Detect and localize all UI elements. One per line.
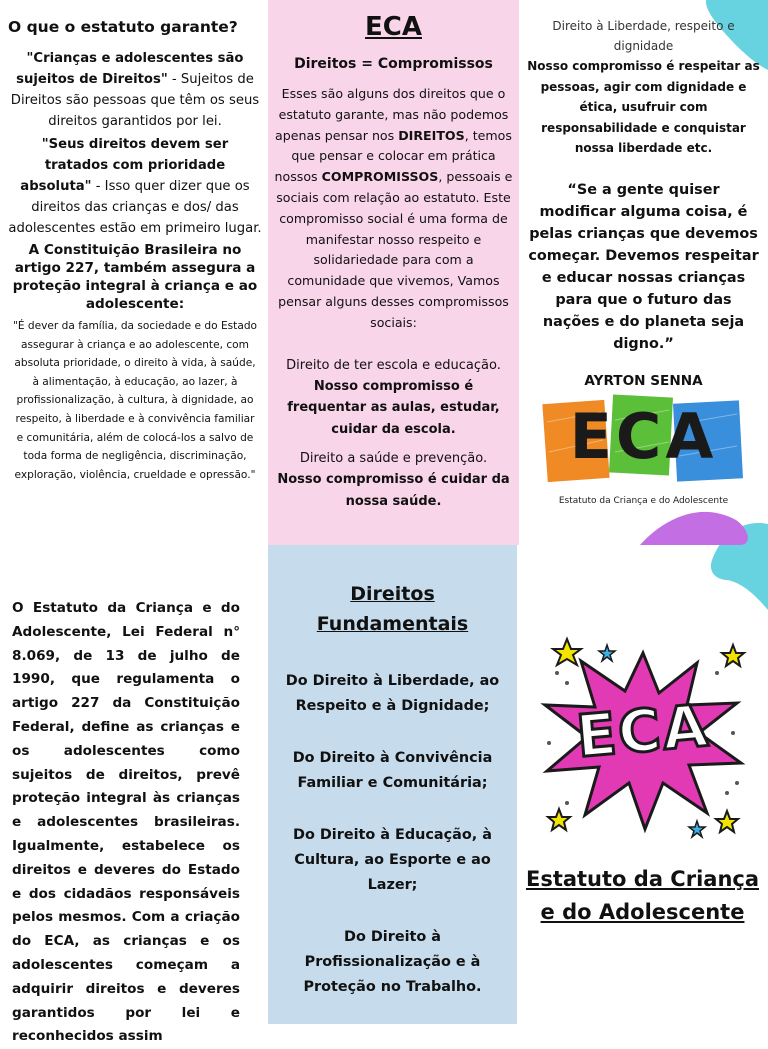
guarantee-2-bold: "Seus direitos devem ser tratados com prioridade absoluta"	[20, 137, 229, 194]
fundamental-rights-title: Direitos Fundamentais	[316, 583, 469, 635]
commitment-health: Nosso compromisso é cuidar da nossa saúde.	[277, 472, 510, 509]
right-freedom: Direito à Liberdade, respeito e dignidade	[552, 19, 735, 53]
commitment-freedom: Nosso compromisso é respeitar as pessoas, agir com dignidade e ética, usufruir com responsabilidade e conquistar nossa liberdade etc.	[527, 59, 760, 155]
eca-title: ECA	[365, 12, 422, 42]
statute-guarantees-panel	[0, 0, 268, 545]
guarantee-paragraph-1	[8, 48, 262, 132]
fundamental-right-3: Do Direito à Educação, à Cultura, ao Esporte e ao Lazer;	[293, 827, 492, 893]
eca-burst-badge	[537, 633, 749, 843]
guarantee-paragraph-2	[8, 134, 262, 239]
senna-quote: “Se a gente quiser modificar alguma coisa, é pelas crianças que devemos começar. Devemos respeitar e educar nossas crianças para que o futuro das nações e do planeta seja digno.”	[528, 181, 759, 352]
intro-part-c: , temos que pensar e colocar em prática nossos	[274, 127, 512, 185]
guarantees-heading: O que o estatuto garante?	[8, 18, 238, 36]
fundamental-rights-panel	[268, 545, 517, 1024]
intro-compromissos: COMPROMISSOS	[321, 169, 439, 185]
rights-commitments-panel	[268, 0, 519, 545]
guarantee-1-text: - Sujeitos de Direitos são pessoas que têm os seus direitos garantidos por lei.	[10, 72, 260, 129]
constitution-quote: "É dever da família, da sociedade e do Estado assegurar à criança e ao adolescente, com absoluta prioridade, o direito à vida, à saúde, à alimentação, à educação, ao lazer, à profissionalização, à cultura, à dignidade, ao respeito, à liberdade e à convivência familiar e comunitária, além de colocá-los a salvo de toda forma de negligência, discriminação, exploração, violência, crueldade e opressão."	[12, 320, 258, 481]
guarantee-2-text: - Isso quer dizer que os direitos das crianças e dos/ das adolescentes estão em primeiro lugar.	[8, 179, 262, 236]
eca-logo	[541, 392, 746, 512]
constitution-heading: A Constituição Brasileira no artigo 227, também assegura a proteção integral à criança e ao adolescente:	[12, 242, 258, 312]
intro-part-a: Esses são alguns dos direitos que o estatuto garante, mas não podemos apenas pensar nos	[275, 86, 509, 143]
commitments-intro	[274, 84, 513, 334]
right-health: Direito a saúde e prevenção.	[299, 451, 488, 467]
guarantee-1-bold: "Crianças e adolescentes são sujeitos de Direitos"	[16, 51, 244, 87]
right-school: Direito de ter escola e educação.	[286, 357, 501, 373]
quote-author: AYRTON SENNA	[584, 372, 703, 389]
intro-part-e: , pessoais e sociais com relação ao estatuto. Este compromisso social é uma forma de manifestar nosso respeito e solidariedade para com a comunidade que vivemos, Vamos pensar alguns desses compromissos sociais:	[276, 169, 513, 330]
statute-description: O Estatuto da Criança e do Adolescente, Lei Federal n° 8.069, de 13 de julho de 1990, que regulamenta o artigo 227 da Constituição Federal, define as crianças e os adolescentes como sujeitos de direitos, prevê proteção integral às crianças e adolescentes brasileiras. Igualmente, estabelece os direitos e deveres do Estado e dos cidadãos responsáveis pelos mesmos. Com a criação do ECA, as crianças e os adolescentes começam a adquirir direitos e deveres garantidos por lei e reconhecidos assim	[12, 600, 240, 1045]
eca-logo-caption: Estatuto da Criança e do Adolescente	[558, 496, 729, 506]
cover-title: Estatuto da Criança e do Adolescente	[525, 867, 760, 924]
freedom-quote-panel	[519, 0, 768, 545]
burst-badge-text: ECA	[573, 691, 713, 771]
rights-commitments-subtitle: Direitos = Compromissos	[294, 56, 493, 72]
intro-direitos: DIREITOS	[398, 127, 465, 143]
fundamental-right-4: Do Direito à Profissionalização e à Proteção no Trabalho.	[303, 929, 482, 995]
statute-description-panel	[0, 545, 268, 1045]
cover-panel	[517, 545, 768, 1024]
eca-logo-text: ECA	[569, 400, 718, 473]
fundamental-right-2: Do Direito à Convivência Familiar e Comunitária;	[292, 750, 493, 791]
fundamental-right-1: Do Direito à Liberdade, ao Respeito e à Dignidade;	[285, 673, 500, 714]
commitment-school: Nosso compromisso é frequentar as aulas, estudar, cuidar da escola.	[287, 378, 500, 437]
